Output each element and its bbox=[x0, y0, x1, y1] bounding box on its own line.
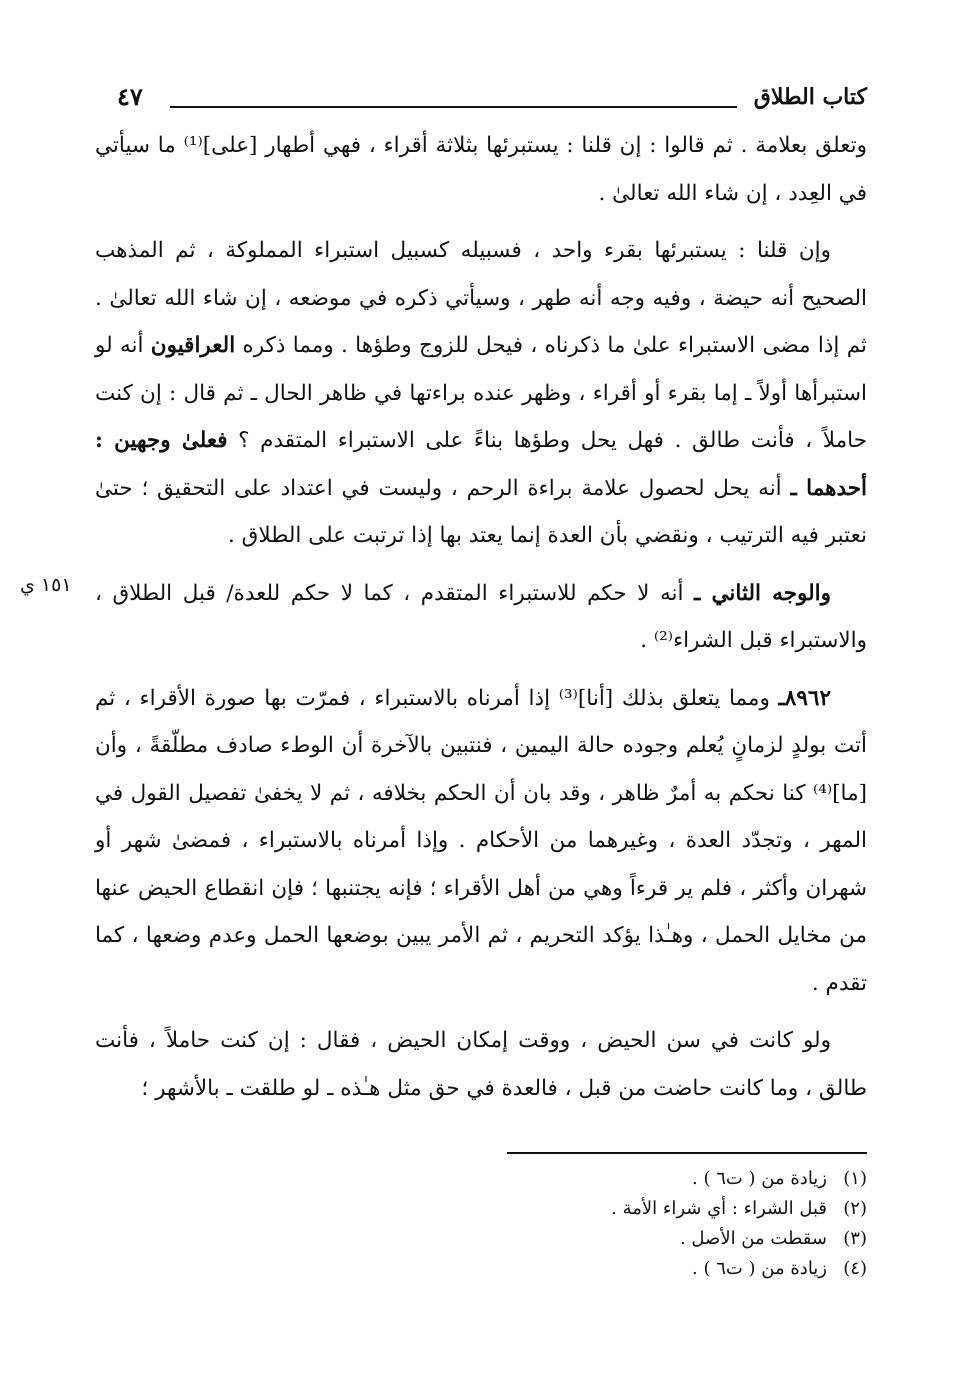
footnote-number: (٢) bbox=[843, 1198, 867, 1219]
footnote-rule bbox=[507, 1152, 867, 1154]
first-aspect-label: أحدهما ـ bbox=[790, 475, 868, 501]
issue-text: ومما يتعلق بذلك [أنا]⁽³⁾ إذا أمرناه بالاستبراء ، فمرّت بها صورة الأقراء ، ثم أتت بولدٍ لزمانٍ يُعلم وجوده حالة اليمين ، فنتبين بالآخرة أن الوطء صادف مطلّقةً ، وأن [ما]⁽⁴⁾ كنا نحكم به أمرٌ ظاهر ، وقد بان أن الحكم بخلافه ، ثم لا يخفىٰ تفصيل القول في المهر ، وتجدّد العدة ، وغيرهما من الأحكام . وإذا أمرناه بالاستبراء ، فمضىٰ شهر أو شهران وأكثر ، فلم ير قرءاً وهي من أهل الأقراء ؛ فإنه يجتنبها ؛ فإن انقطاع الحيض عنها من مخايل الحمل ، وهـٰذا يؤكد التحريم ، ثم الأمر يبين بوضعها الحمل وعدم وضعها ، كما تقدم . bbox=[95, 685, 867, 996]
running-header bbox=[95, 78, 867, 122]
footnote-4 bbox=[95, 1254, 867, 1284]
paragraph-4 bbox=[95, 675, 867, 1008]
footnote-number: (١) bbox=[843, 1168, 867, 1189]
footnote-3 bbox=[95, 1224, 867, 1254]
footnote-text: قبل الشراء : أي شراء الأمة . bbox=[611, 1198, 827, 1219]
paragraph-2-cont: أنه لو استبرأها أولاً ـ إما بقرء أو أقراء ، وظهر عنده براءتها في ظاهر الحال ـ ثم قال : إن كنت حاملاً ، فأنت طالق . فهل يحل وطؤها بناءً على الاستبراء المتقدم ؟ bbox=[95, 333, 867, 453]
book-title: كتاب الطلاق bbox=[753, 84, 867, 110]
second-aspect-label: والوجه الثاني ـ bbox=[694, 580, 831, 606]
page-number: ٤٧ bbox=[117, 82, 143, 111]
footnote-text: سقطت من الأصل . bbox=[679, 1228, 827, 1249]
footnote-number: (٣) bbox=[843, 1228, 867, 1249]
bold-term-iraqiyyun: العراقيون bbox=[150, 333, 236, 358]
second-aspect-block bbox=[20, 570, 867, 665]
paragraph-2 bbox=[95, 227, 867, 560]
footnote-1 bbox=[95, 1164, 867, 1194]
header-rule bbox=[170, 106, 737, 108]
paragraph-2-text: وإن قلنا : يستبرئها بقرء واحد ، فسبيله كسبيل استبراء المملوكة ، ثم المذهب الصحيح أنه حيضة ، وفيه وجه أنه طهر ، وسيأتي ذكره في موضعه ، إن شاء الله تعالىٰ . ثم إذا مضى الاستبراء علىٰ ما ذكرناه ، فيحل للزوج وطؤها . ومما ذكره bbox=[95, 238, 867, 358]
second-aspect-text: أنه لا حكم للاستبراء المتقدم ، كما لا حكم للعدة/ قبل الطلاق ، والاستبراء قبل الشراء⁽²⁾ . bbox=[95, 580, 867, 653]
paragraph-1: وتعلق بعلامة . ثم قالوا : إن قلنا : يستبرئها بثلاثة أقراء ، فهي أطهار [على]⁽¹⁾ ما سيأتي في العِدد ، إن شاء الله تعالىٰ . bbox=[95, 133, 867, 206]
first-aspect-text: أنه يحل لحصول علامة براءة الرحم ، وليست في اعتداد على التحقيق ؛ حتىٰ نعتبر فيه الترتيب ، ونقضي بأن العدة إنما يعتد بها إذا ترتبت على الطلاق . bbox=[95, 475, 867, 548]
footnote-2 bbox=[95, 1194, 867, 1224]
issue-number: ٨٩٦٢ـ bbox=[778, 685, 831, 711]
footnotes bbox=[95, 1164, 867, 1284]
margin-folio-note: ١٥١ ي bbox=[20, 573, 72, 596]
book-page bbox=[20, 78, 868, 1284]
footnote-text: زيادة من ( ت٦ ) . bbox=[692, 1168, 827, 1189]
paragraph-5: ولو كانت في سن الحيض ، ووقت إمكان الحيض ، فقال : إن كنت حاملاً ، فأنت طالق ، وما كانت حاضت من قبل ، فالعدة في حق مثل هـٰذه ـ لو طلقت ـ بالأشهر ؛ bbox=[95, 1028, 867, 1101]
footnote-number: (٤) bbox=[843, 1258, 867, 1279]
footnote-text: زيادة من ( ت٦ ) . bbox=[692, 1258, 827, 1279]
paragraph-3 bbox=[95, 570, 867, 665]
two-aspects-label: فعلىٰ وجهين : bbox=[95, 428, 228, 453]
